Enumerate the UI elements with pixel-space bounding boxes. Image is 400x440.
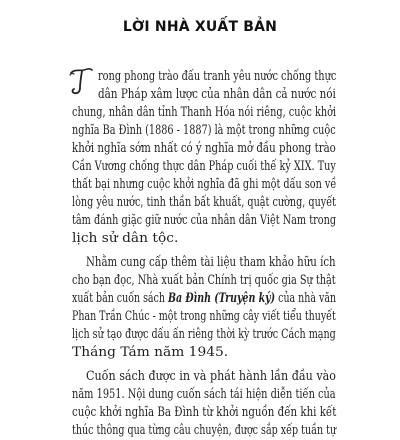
text-line: cho bạn đọc, Nhà xuất bản Chính trị quốc gia Sự thật [72, 273, 336, 288]
text-line: dân Pháp xâm lược của nhân dân cả nước nói [98, 87, 336, 102]
body-text [0, 60, 400, 438]
text-line: thúc thông qua từng câu chuyện, được sắp xếp tuần tự [72, 423, 337, 438]
text-line: Tháng Tám năm 1945. [72, 345, 229, 360]
text-line: Phan Trần Chúc - một trong những cây viết tiểu thuyết [72, 309, 336, 324]
text-line: tâm đánh giặc giữ nước của nhân dân Việt Nam trong [72, 213, 337, 228]
text-line: xuất bản cuốn sách Ba Đình (Truyện ký) của nhà văn [72, 291, 337, 306]
text-line: khởi nghĩa sớm nhất có ý nghĩa mở đầu phong trào [72, 141, 336, 156]
text-line: lịch sử tạo được dấu ấn riêng thời kỳ trước Cách mạng [72, 327, 336, 342]
text-line: Cuốn sách được in và phát hành lần đầu vào [86, 369, 336, 384]
text-line: thất bại nhưng cuộc khởi nghĩa đã ghi một dấu son về [72, 177, 337, 192]
page-title: LỜI NHÀ XUẤT BẢN [122, 19, 278, 35]
text-line: chung, nhân dân tỉnh Thanh Hóa nói riêng, cuộc khởi [72, 105, 337, 120]
text-line: rong phong trào đấu tranh yêu nước chống thực [98, 69, 337, 84]
text-line: Nhằm cung cấp thêm tài liệu tham khảo hữu ích [86, 255, 336, 270]
text-line: cuộc khởi nghĩa Ba Đình từ khởi nguồn đến khi kết [72, 405, 337, 420]
text-line: nghĩa Ba Đình (1886 - 1887) là một trong những cuộc [72, 123, 336, 138]
text-line: lịch sử dân tộc. [72, 231, 179, 246]
text-line: lòng yêu nước, tinh thần bất khuất, quật cường, quyết [72, 195, 337, 210]
text-line: Cần Vương chống thực dân Pháp cuối thế kỷ XIX. Tuy [72, 159, 336, 174]
text-line: năm 1951. Nội dung cuốn sách tái hiện diễn tiến của [72, 387, 336, 402]
book-title: Ba Đình (Truyện ký) [167, 291, 276, 306]
